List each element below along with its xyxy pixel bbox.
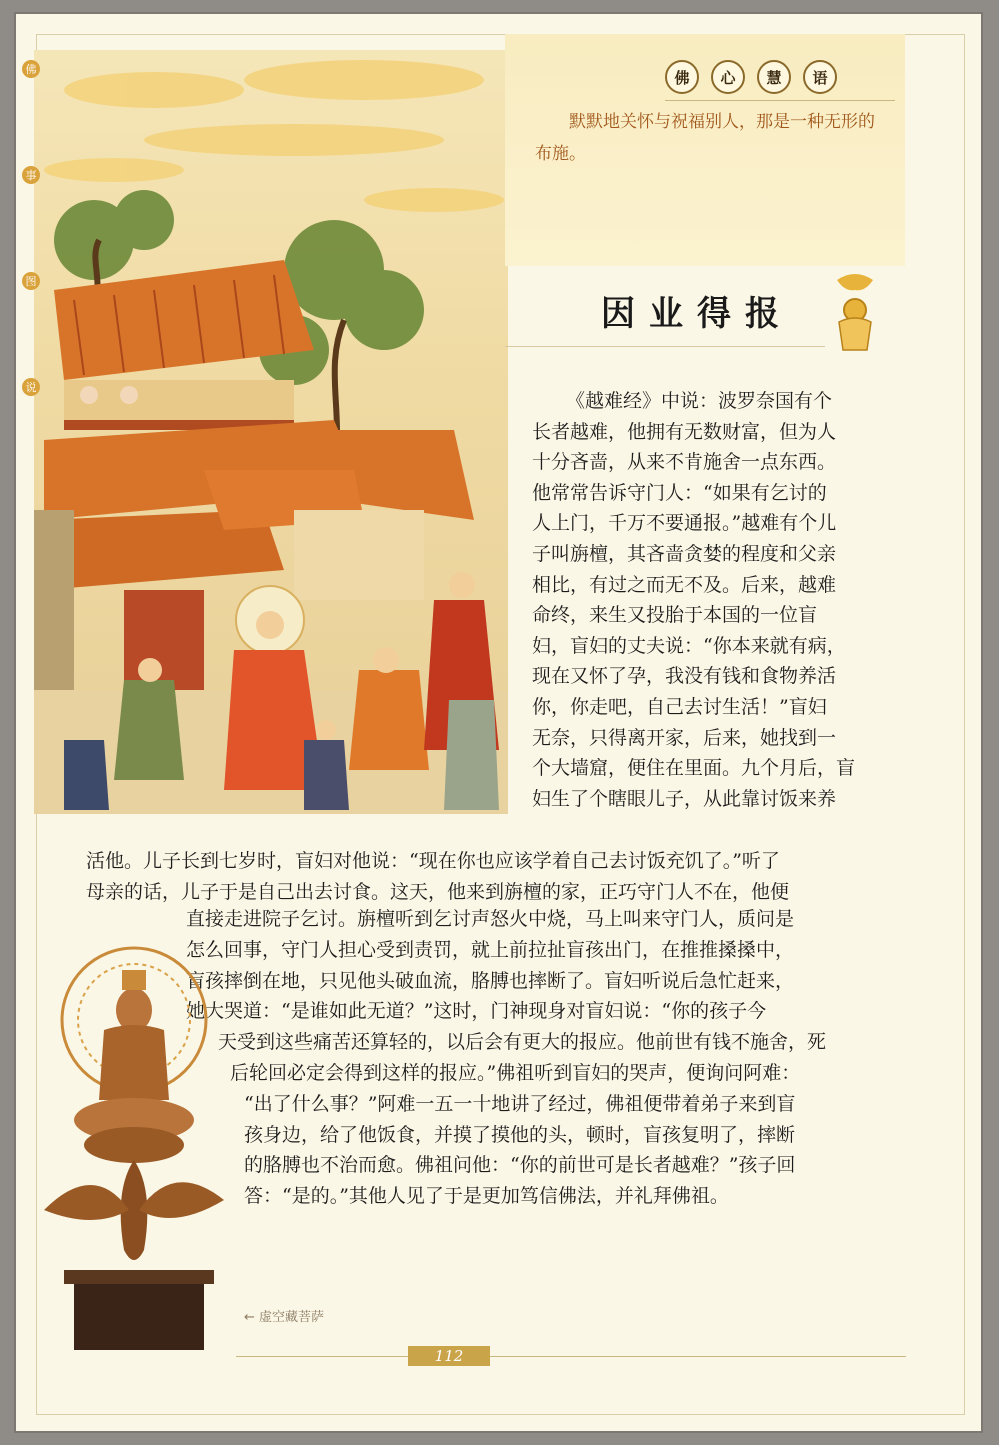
header-char: 慧: [757, 60, 791, 94]
body-text-line: 相比，有过之而无不及。后来，越难: [532, 573, 837, 596]
body-text-line: 子叫旃檀，其吝啬贪婪的程度和父亲: [532, 543, 837, 565]
body-text-line: “出了什么事？”阿难一五一十地讲了经过，佛祖便带着弟子来到盲: [244, 1092, 796, 1115]
header-block: [505, 34, 905, 266]
header-char: 佛: [665, 60, 699, 94]
body-text-line: 母亲的话，儿子于是自己出去讨食。这天，他来到旃檀的家，正巧守门人不在，他便: [86, 881, 790, 903]
body-text-line: 人上门，千万不要通报。”越难有个儿: [532, 512, 837, 535]
body-text-line: 命终，来生又投胎于本国的一位盲: [532, 604, 818, 627]
side-tab-fo: 佛: [22, 60, 40, 78]
body-text-line: 现在又怀了孕，我没有钱和食物养活: [532, 665, 837, 688]
body-text-line: 十分吝啬，从来不肯施舍一点东西。: [532, 451, 837, 474]
body-text-line: 他常常告诉守门人：“如果有乞讨的: [532, 481, 827, 504]
header-title: [665, 60, 837, 94]
body-text-line: 天受到这些痛苦还算轻的，以后会有更大的报应。他前世有钱不施舍，死: [218, 1031, 827, 1054]
temple-scene-illustration: [34, 50, 508, 814]
body-text-line: 无奈，只得离开家，后来，她找到一: [532, 726, 837, 749]
body-text-line: 答：“是的。”其他人见了于是更加笃信佛法，并礼拜佛祖。: [244, 1185, 729, 1208]
header-divider: [665, 100, 895, 101]
header-char: 心: [711, 60, 745, 94]
body-text-line: 她大哭道：“是谁如此无道？”这时，门神现身对盲妇说：“你的孩子今: [186, 1000, 767, 1023]
image-caption: ← 虚空藏菩萨: [244, 1310, 325, 1325]
body-text-line: 活他。儿子长到七岁时，盲妇对他说：“现在你也应该学着自己去讨饭充饥了。”听了: [86, 850, 780, 872]
side-tab-shi: 事: [22, 166, 40, 184]
side-tab-shuo: 说: [22, 378, 40, 396]
title-divider: [505, 346, 825, 347]
article-title: 因业得报: [601, 294, 793, 334]
body-text-line: 盲孩摔倒在地，只见他头破血流，胳膊也摔断了。盲妇听说后急忙赶来，: [186, 969, 795, 992]
body-text-line: 孩身边，给了他饭食，并摸了摸他的头，顿时，盲孩复明了，摔断: [244, 1123, 796, 1146]
body-text-line: 直接走进院子乞讨。旃檀听到乞讨声怒火中烧，马上叫来守门人，质问是: [186, 908, 795, 930]
body-text-line: 怎么回事，守门人担心受到责罚，就上前拉扯盲孩出门，在推推搡搡中，: [186, 938, 795, 961]
body-text-line: 你，你走吧，自己去讨生活！”盲妇: [532, 696, 827, 718]
quote-text: 默默地关怀与祝福别人，那是一种无形的布施。: [535, 112, 875, 164]
body-text-line: 个大墙窟，便住在里面。九个月后，盲: [532, 757, 856, 780]
footer-rule: [236, 1356, 906, 1357]
temple-painting: [34, 50, 508, 814]
header-char: 语: [803, 60, 837, 94]
body-text-line: 《越难经》中说：波罗奈国有个: [566, 390, 833, 412]
bodhisattva-statue: [34, 930, 244, 1350]
body-text-line: 妇，盲妇的丈夫说：“你本来就有病，: [532, 634, 846, 657]
statue-image: [34, 930, 244, 1350]
body-text-line: 长者越难，他拥有无数财富，但为人: [532, 420, 837, 443]
body-text-line: 后轮回必定会得到这样的报应。”佛祖听到盲妇的哭声，便询问阿难：: [230, 1062, 801, 1084]
body-text-line: 妇生了个瞎眼儿子，从此靠讨饭来养: [532, 787, 837, 810]
hand-lotus-icon: [827, 270, 883, 352]
page-number: 112: [408, 1346, 490, 1366]
body-text-line: 的胳膊也不治而愈。佛祖问他：“你的前世可是长者越难？”孩子回: [244, 1154, 796, 1177]
title-row: [505, 266, 905, 356]
side-tab-tu: 图: [22, 272, 40, 290]
